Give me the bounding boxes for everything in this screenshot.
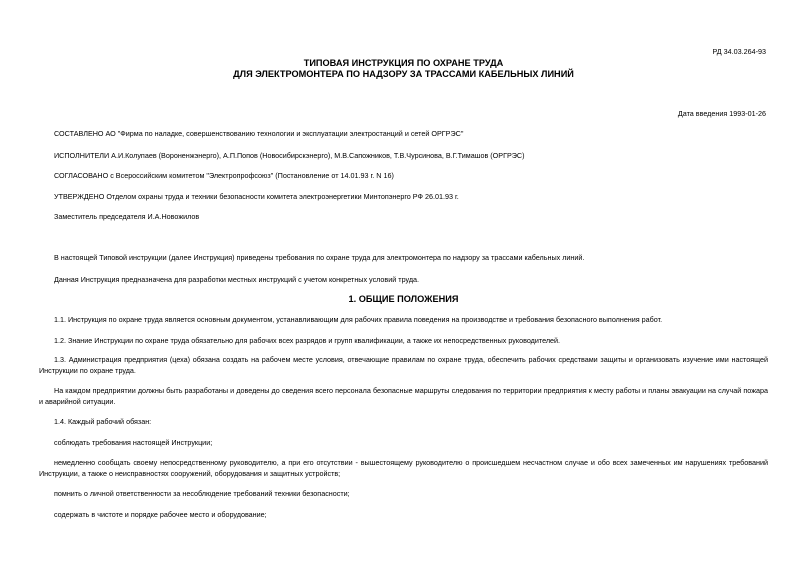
agreed-with: СОГЛАСОВАНО с Всероссийским комитетом "Электропрофсоюз" (Постановление от 14.01.93 г. N 16)	[54, 171, 394, 180]
duty-item: содержать в чистоте и порядке рабочее место и оборудование;	[54, 510, 267, 519]
duty-item: соблюдать требования настоящей Инструкции;	[54, 438, 213, 447]
duty-item: немедленно сообщать своему непосредственному руководителю, а при его отсутствии - вышестоящему руководителю о происшедшем несчастном случае и обо всех замеченных им нарушениях требований Инструкции, а также о неисправностях сооружений, оборудования и защитных устройств;	[39, 458, 768, 478]
routes-paragraph: На каждом предприятии должны быть разработаны и доведены до сведения всего персонала безопасные маршруты следования по территории предприятия к месту работы и планы эвакуации на случай пожара и аварийной ситуации.	[39, 386, 768, 406]
approved-by: УТВЕРЖДЕНО Отделом охраны труда и техники безопасности комитета электроэнергетики Минтопэнерго РФ 26.01.93 г.	[54, 192, 459, 201]
authors: ИСПОЛНИТЕЛИ А.И.Колупаев (Вороненжэнерго), А.П.Попов (Новосибирскэнерго), М.В.Сапожников, Т.В.Чурсинова, В.Г.Тимашов (ОРГРЭС)	[54, 151, 525, 160]
intro-paragraph-2: Данная Инструкция предназначена для разработки местных инструкций с учетом конкретных условий труда.	[54, 275, 420, 284]
intro-paragraph-1: В настоящей Типовой инструкции (далее Инструкция) приведены требования по охране труда для электромонтера по надзору за трассами кабельных линий.	[54, 253, 585, 262]
clause-1-4: 1.4. Каждый рабочий обязан:	[54, 417, 152, 426]
duty-item: помнить о личной ответственности за несоблюдение требований техники безопасности;	[54, 489, 350, 498]
section-heading: 1. ОБЩИЕ ПОЛОЖЕНИЯ	[348, 294, 459, 304]
document-title-line-1: ТИПОВАЯ ИНСТРУКЦИЯ ПО ОХРАНЕ ТРУДА	[303, 58, 504, 68]
compiled-by: СОСТАВЛЕНО АО "Фирма по наладке, совершенствованию технологии и эксплуатации электростанций и сетей ОРГРЭС"	[54, 129, 464, 138]
deputy-chairman: Заместитель председателя И.А.Новожилов	[54, 212, 200, 221]
introduction-date: Дата введения 1993-01-26	[677, 109, 766, 118]
document-title-line-2: ДЛЯ ЭЛЕКТРОМОНТЕРА ПО НАДЗОРУ ЗА ТРАССАМИ КАБЕЛЬНЫХ ЛИНИЙ	[233, 69, 574, 79]
clause-1-3: 1.3. Администрация предприятия (цеха) обязана создать на рабочем месте условия, отвечающие правилам по охране труда, обеспечить рабочих средствами защиты и организовать изучение ими настоящей Инструкции по охране труда.	[39, 355, 768, 375]
document-code: РД 34.03.264-93	[712, 47, 766, 56]
clause-1-1: 1.1. Инструкция по охране труда является основным документом, устанавливающим для рабочих правила поведения на производстве и требования безопасного выполнения работ.	[54, 315, 663, 324]
clause-1-2: 1.2. Знание Инструкции по охране труда обязательно для рабочих всех разрядов и групп квалификации, а также их непосредственных руководителей.	[54, 336, 561, 345]
